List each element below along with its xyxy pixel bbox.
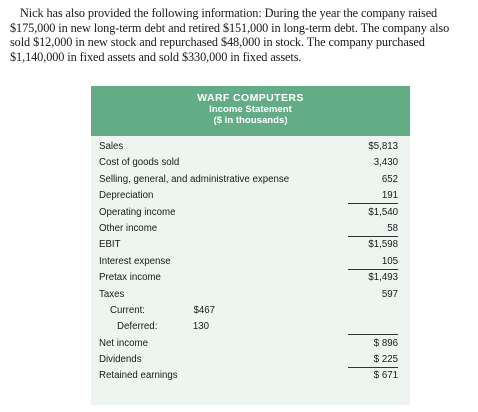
row-subvalue: 130 — [192, 321, 209, 333]
row-label: Depreciation — [99, 190, 154, 202]
row-taxes-deferred — [91, 319, 410, 335]
row-sales — [91, 139, 410, 155]
row-value: 597 — [381, 288, 398, 300]
income-statement — [91, 86, 410, 405]
row-label: Selling, general, and administrative expense — [99, 173, 290, 185]
statement-rows — [91, 139, 410, 385]
row-value: $5,813 — [368, 141, 398, 152]
row-value: $ 225 — [373, 354, 398, 366]
statement-units: ($ in thousands) — [213, 115, 288, 126]
statement-title: Income Statement — [209, 104, 292, 115]
row-cogs — [91, 155, 410, 171]
intro-paragraph: Nick has also provided the following information: During the year the company raised $175,000 in new long-term debt and retired $151,000 in long-term debt. The company also sold $12,000 in new stock and repurchased $48,000 in stock. The company purchased $1,140,000 in fixed assets and sold $330,000 in fixed assets. — [10, 6, 450, 64]
row-value: 652 — [381, 173, 398, 185]
row-retained-earnings — [91, 368, 410, 384]
row-label: Dividends — [99, 354, 142, 366]
row-label: Deferred: — [117, 321, 158, 333]
row-label: Pretax income — [99, 272, 161, 284]
row-other-income — [91, 221, 410, 237]
row-label: Taxes — [99, 288, 125, 300]
row-dividends — [91, 352, 410, 368]
row-net-income — [91, 336, 410, 352]
row-value: $1,493 — [368, 272, 398, 284]
row-label: Sales — [99, 141, 124, 152]
row-depreciation — [91, 188, 410, 204]
row-interest-expense — [91, 254, 410, 270]
row-pretax-income — [91, 270, 410, 286]
row-ebit — [91, 237, 410, 253]
row-subvalue: $467 — [193, 304, 215, 316]
row-value: $ 896 — [373, 337, 398, 349]
row-label: Current: — [110, 304, 145, 316]
row-label: Cost of goods sold — [99, 157, 180, 169]
row-label: Interest expense — [99, 255, 171, 267]
row-sga — [91, 172, 410, 188]
row-label: Retained earnings — [99, 370, 178, 382]
row-value: $ 671 — [373, 370, 398, 382]
row-taxes — [91, 287, 410, 303]
row-value: 58 — [387, 222, 398, 234]
row-value: $1,540 — [368, 206, 398, 218]
row-value: 105 — [381, 255, 398, 267]
statement-header — [91, 86, 410, 136]
row-taxes-current — [91, 303, 410, 319]
row-label: Other income — [99, 222, 158, 234]
row-value: $1,598 — [368, 239, 398, 251]
row-value: 191 — [381, 190, 398, 202]
row-operating-income — [91, 205, 410, 221]
row-label: Net income — [99, 337, 148, 349]
row-label: Operating income — [99, 206, 176, 218]
row-label: EBIT — [99, 239, 121, 251]
row-value: 3,430 — [373, 157, 398, 169]
company-name: WARF COMPUTERS — [197, 92, 304, 104]
